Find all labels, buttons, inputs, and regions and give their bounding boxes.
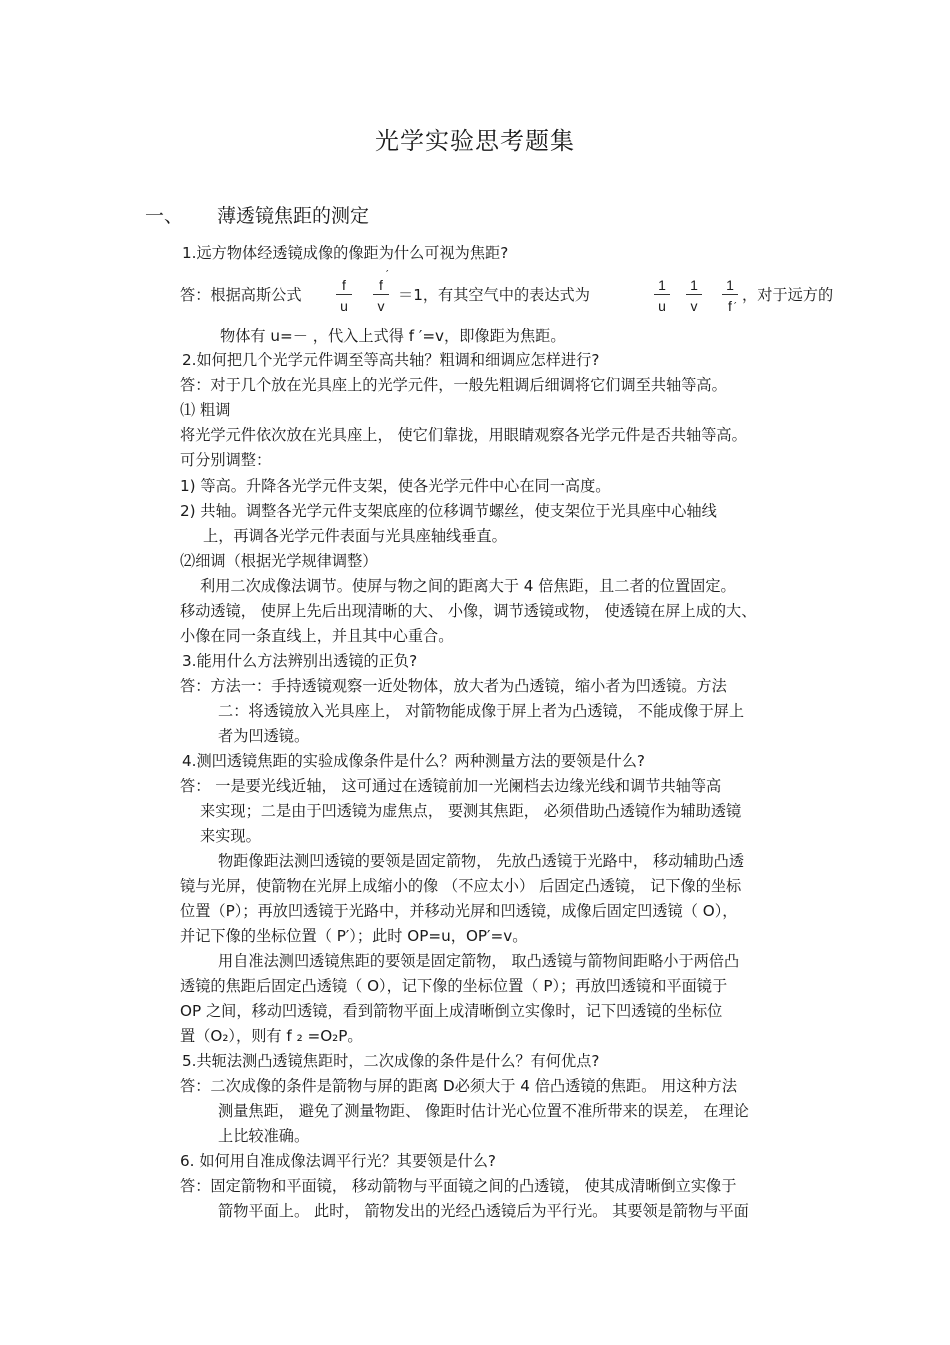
formula-equals-text: ＝1，有其空气中的表达式为: [398, 286, 590, 304]
text-line: 镜与光屏，使箭物在光屏上成缩小的像 （不应太小） 后固定凸透镜， 记下像的坐标: [180, 877, 742, 895]
text-line: 物距像距法测凹透镜的要领是固定箭物， 先放凸透镜于光路中， 移动辅助凸透: [218, 852, 745, 870]
text-line: 2) 共轴。调整各光学元件支架底座的位移调节螺丝，使支架位于光具座中心轴线: [180, 502, 717, 520]
text-line: 测量焦距， 避免了测量物距、 像距时估计光心位置不准所带来的误差， 在理论: [218, 1102, 749, 1120]
question-3: 3.能用什么方法辨别出透镜的正负?: [182, 652, 418, 670]
text-line: 1) 等高。升降各光学元件支架，使各光学元件中心在同一高度。: [180, 477, 611, 495]
text-line: 将光学元件依次放在光具座上， 使它们靠拢，用眼睛观察各光学元件是否共轴等高。: [180, 426, 747, 444]
text-line: OP 之间，移动凹透镜，看到箭物平面上成清晰倒立实像时，记下凹透镜的坐标位: [180, 1002, 723, 1020]
question-4: 4.测凹透镜焦距的实验成像条件是什么？两种测量方法的要领是什么?: [182, 752, 645, 770]
question-2: 2.如何把几个光学元件调至等高共轴？粗调和细调应怎样进行?: [182, 351, 600, 369]
answer-6: 答：固定箭物和平面镜， 移动箭物与平面镜之间的凸透镜， 使其成清晰倒立实像于: [180, 1177, 737, 1195]
text-line: 移动透镜， 使屏上先后出现清晰的大、 小像，调节透镜或物， 使透镜在屏上成的大、: [180, 602, 757, 620]
prime-mark-2: ′: [734, 300, 737, 313]
page-title: 光学实验思考题集: [375, 127, 575, 155]
answer-5: 答：二次成像的条件是箭物与屏的距离 D必须大于 4 倍凸透镜的焦距。 用这种方法: [180, 1077, 738, 1095]
fraction-1-over-u: $\frac{1}{u}$: [654, 276, 670, 315]
formula-tail-text: ，对于远方的: [742, 286, 834, 304]
fraction-1-over-fprime: $\frac{1}{f}$: [722, 276, 738, 315]
text-line: 上比较准确。: [218, 1127, 310, 1145]
question-1: 1.远方物体经透镜成像的像距为什么可视为焦距?: [182, 244, 509, 262]
text-line: 位置（P）；再放凹透镜于光路中，并移动光屏和凹透镜，成像后固定凹透镜（ O），: [180, 902, 738, 920]
answer-1-cont: 物体有 u=－ ，代入上式得 f ′=v，即像距为焦距。: [220, 327, 566, 345]
text-line: 来实现；二是由于凹透镜为虚焦点， 要测其焦距， 必须借助凸透镜作为辅助透镜: [200, 802, 742, 820]
section-number: 一、: [145, 205, 184, 227]
fine-heading: ⑵细调（根据光学规律调整）: [180, 552, 378, 570]
answer-3: 答：方法一：手持透镜观察一近处物体，放大者为凸透镜，缩小者为凹透镜。方法: [180, 677, 727, 695]
fraction-f-over-u: $\frac{f}{u}$: [336, 276, 352, 315]
text-line: 来实现。: [200, 827, 261, 845]
text-line: 者为凹透镜。: [218, 727, 310, 745]
answer-1-intro: 答：根据高斯公式: [180, 286, 302, 304]
question-6: 6. 如何用自准成像法调平行光？其要领是什么?: [180, 1152, 496, 1170]
text-line: 小像在同一条直线上，并且其中心重合。: [180, 627, 454, 645]
fraction-fprime-over-v: $\frac{f}{v}$: [373, 276, 389, 315]
text-line: 用自准法测凹透镜焦距的要领是固定箭物， 取凸透镜与箭物间距略小于两倍凸: [218, 952, 740, 970]
answer-4: 答： 一是要光线近轴， 这可通过在透镜前加一光阑档去边缘光线和调节共轴等高: [180, 777, 722, 795]
fraction-1-over-v: $\frac{1}{v}$: [686, 276, 702, 315]
text-line: 透镜的焦距后固定凸透镜（ O），记下像的坐标位置（ P）；再放凹透镜和平面镜于: [180, 977, 728, 995]
section-heading: [145, 202, 369, 230]
text-line: 置（O₂），则有 f ₂ =O₂P。: [180, 1027, 363, 1045]
text-line: 二：将透镜放入光具座上， 对箭物能成像于屏上者为凸透镜， 不能成像于屏上: [218, 702, 745, 720]
question-5: 5.共轭法测凸透镜焦距时，二次成像的条件是什么？有何优点?: [182, 1052, 600, 1070]
text-line: 箭物平面上。 此时， 箭物发出的光经凸透镜后为平行光。 其要领是箭物与平面: [218, 1202, 749, 1220]
answer-2: 答：对于几个放在光具座上的光学元件，一般先粗调后细调将它们调至共轴等高。: [180, 376, 727, 394]
text-line: 并记下像的坐标位置（ P′）；此时 OP=u，OP′=v。: [180, 927, 528, 945]
prime-mark: ′: [386, 268, 389, 281]
text-line: 上，再调各光学元件表面与光具座轴线垂直。: [203, 527, 507, 545]
section-title: 薄透镜焦距的测定: [217, 205, 370, 227]
coarse-heading: ⑴ 粗调: [180, 401, 231, 419]
text-line: 利用二次成像法调节。使屏与物之间的距离大于 4 倍焦距，且二者的位置固定。: [200, 577, 736, 595]
text-line: 可分别调整：: [180, 451, 272, 469]
